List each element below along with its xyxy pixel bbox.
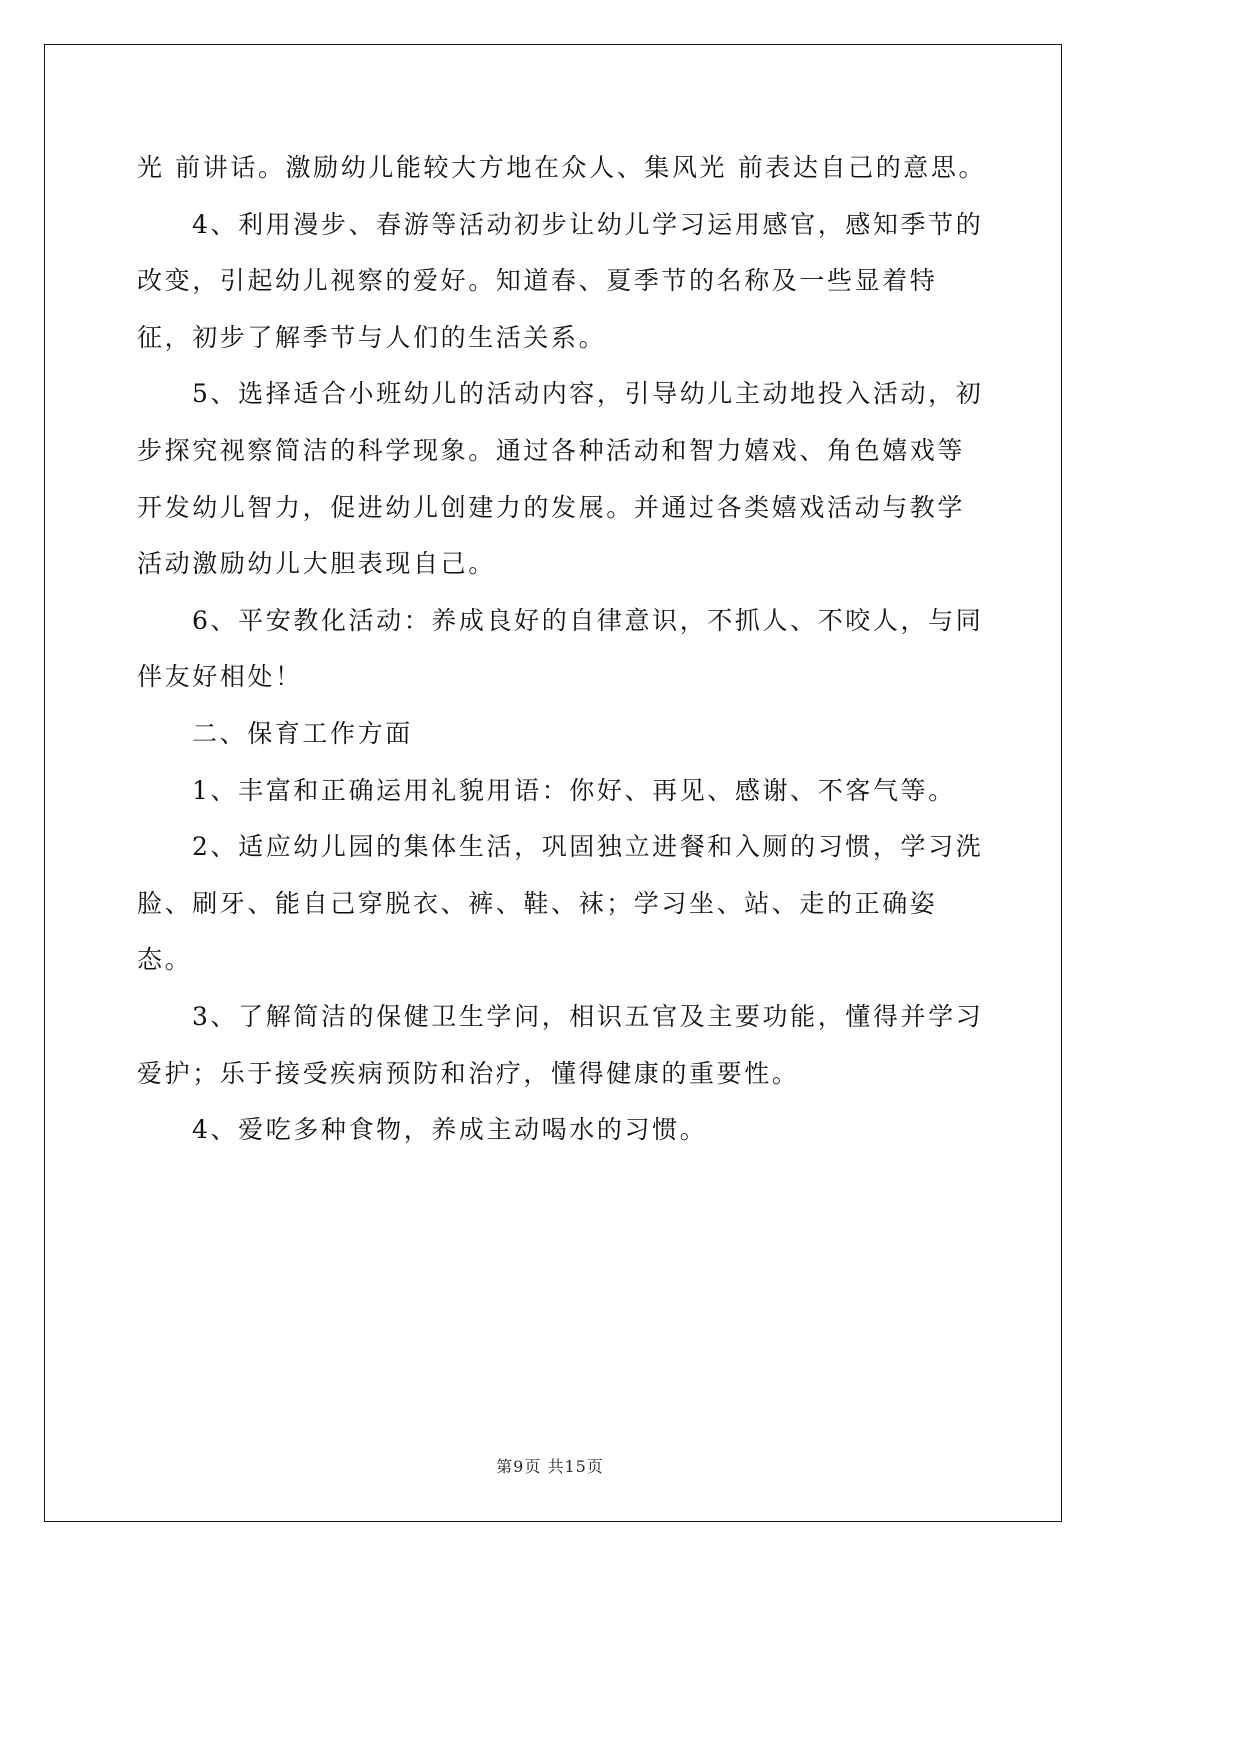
paragraph: 4、利用漫步、春游等活动初步让幼儿学习运用感官，感知季节的改变，引起幼儿视察的爱好。知道春、夏季节的名称及一些显着特征，初步了解季节与人们的生活关系。 bbox=[137, 209, 984, 352]
paragraph: 光 前讲话。激励幼儿能较大方地在众人、集风光 前表达自己的意思。 bbox=[137, 153, 987, 182]
document-body bbox=[137, 140, 987, 1159]
paragraph: 3、了解简洁的保健卫生学问，相识五官及主要功能，懂得并学习爱护；乐于接受疾病预防和治疗，懂得健康的重要性。 bbox=[137, 1001, 984, 1088]
paragraph: 6、平安教化活动：养成良好的自律意识，不抓人、不咬人，与同伴友好相处！ bbox=[137, 605, 984, 692]
paragraph: 2、适应幼儿园的集体生活，巩固独立进餐和入厕的习惯，学习洗脸、刷牙、能自己穿脱衣、裤、鞋、袜；学习坐、站、走的正确姿态。 bbox=[137, 832, 984, 975]
section-heading: 二、保育工作方面 bbox=[192, 718, 413, 748]
page-number: 第9页 共15页 bbox=[496, 1457, 604, 1476]
paragraph: 5、选择适合小班幼儿的活动内容，引导幼儿主动地投入活动，初步探究视察简洁的科学现象。通过各种活动和智力嬉戏、角色嬉戏等开发幼儿智力，促进幼儿创建力的发展。并通过各类嬉戏活动与教学活动激励幼儿大胆表现自己。 bbox=[137, 379, 984, 579]
paragraph: 1、丰富和正确运用礼貌用语：你好、再见、感谢、不客气等。 bbox=[192, 775, 956, 805]
paragraph: 4、爱吃多种食物，养成主动喝水的习惯。 bbox=[192, 1115, 708, 1145]
